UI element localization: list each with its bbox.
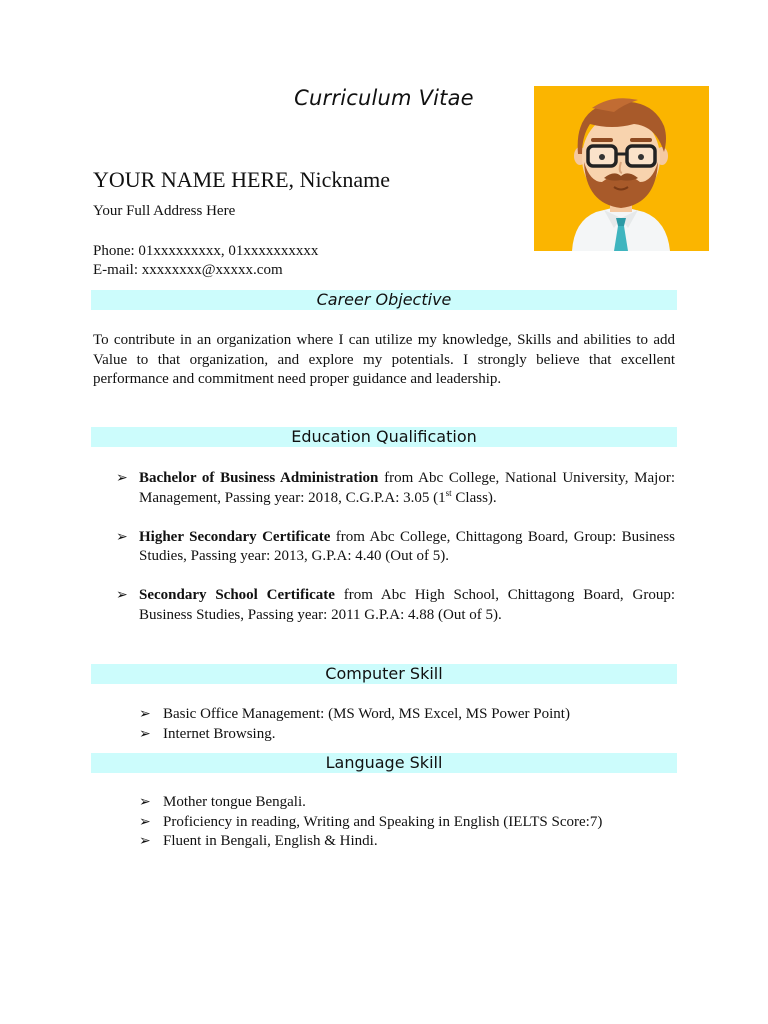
nickname-text: Nickname [299, 167, 390, 192]
page-title: Curriculum Vitae [294, 86, 474, 110]
degree-ordinal-sup: st [445, 487, 452, 498]
list-item [139, 793, 639, 813]
list-item [116, 469, 675, 508]
degree-details: from Abc High School, Chittagong Board, Group: Business Studies, Passing year: 2011 G.P.A: 4.88 (Out of 5). [139, 587, 675, 623]
list-item [139, 832, 639, 852]
arrow-bullet-icon: ➢ [116, 587, 128, 603]
degree-name: Higher Secondary Certificate [139, 528, 331, 545]
arrow-bullet-icon: ➢ [116, 470, 128, 486]
full-name [93, 167, 390, 193]
education-list [116, 469, 675, 645]
section-heading-computer-skill: Computer Skill [91, 664, 677, 684]
degree-details: from Abc College, National University, Major: Management, Passing year: 2018, C.G.P.A: 3.05 (1 [139, 470, 675, 506]
email-line: E-mail: xxxxxxxx@xxxxx.com [93, 262, 283, 278]
career-objective-text: To contribute in an organization where I can utilize my knowledge, Skills and abilities to add Value to that organization, and explore my potentials. I strongly believe that excellent performance and commitment need proper guidance and leadership. [93, 332, 675, 387]
profile-photo [534, 86, 709, 251]
section-heading-education: Education Qualification [91, 427, 677, 447]
skill-text: Fluent in Bengali, English & Hindi. [163, 833, 378, 849]
arrow-bullet-icon: ➢ [139, 813, 151, 830]
list-item [139, 725, 679, 745]
skill-text: Basic Office Management: (MS Word, MS Excel, MS Power Point) [163, 706, 570, 722]
list-item [139, 705, 679, 725]
cartoon-man-avatar-icon [534, 86, 709, 251]
arrow-bullet-icon: ➢ [116, 528, 128, 545]
degree-name: Secondary School Certificate [139, 587, 335, 603]
computer-skill-list [139, 705, 679, 744]
arrow-bullet-icon: ➢ [139, 706, 151, 722]
skill-text: Proficiency in reading, Writing and Speaking in English (IELTS Score:7) [163, 813, 603, 830]
phone-line: Phone: 01xxxxxxxxx, 01xxxxxxxxxx [93, 243, 319, 259]
arrow-bullet-icon: ➢ [139, 833, 151, 849]
section-heading-language-skill: Language Skill [91, 753, 677, 773]
arrow-bullet-icon: ➢ [139, 725, 151, 742]
language-skill-list [139, 793, 639, 852]
contact-block [93, 242, 318, 280]
list-item [116, 586, 675, 625]
skill-text: Mother tongue Bengali. [163, 794, 306, 810]
list-item [139, 813, 639, 833]
list-item [116, 528, 675, 567]
degree-name: Bachelor of Business Administration [139, 470, 379, 486]
arrow-bullet-icon: ➢ [139, 794, 151, 810]
name-text: YOUR NAME HERE, [93, 167, 295, 192]
degree-details: from Abc College, Chittagong Board, Group: Business Studies, Passing year: 2013, G.P.A: 4.40 (Out of 5). [139, 528, 676, 564]
address: Your Full Address Here [93, 203, 236, 219]
skill-text: Internet Browsing. [163, 725, 276, 742]
degree-details-end: Class). [451, 489, 497, 506]
section-heading-career-objective: Career Objective [91, 290, 677, 310]
